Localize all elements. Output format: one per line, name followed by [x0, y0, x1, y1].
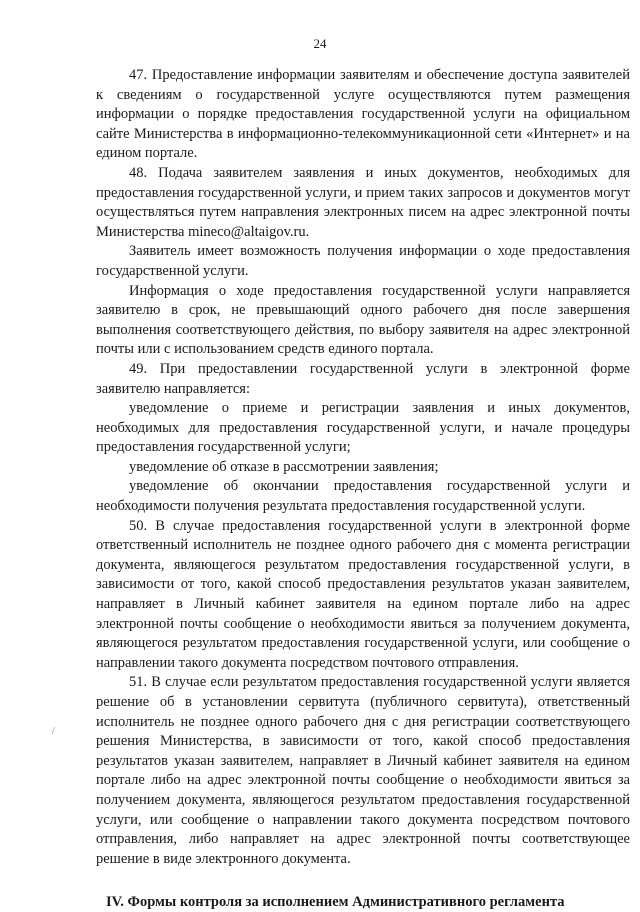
section-heading: IV. Формы контроля за исполнением Административного регламента — [106, 894, 565, 911]
paragraph-49-item-receipt: уведомление о приеме и регистрации заявления и иных документов, необходимых для предоставления государственной услуги, и начале процедуры предоставления государственной услуги; — [96, 400, 630, 456]
paragraph-49: 49. При предоставлении государственной услуги в электронной форме заявителю направляется: — [96, 360, 630, 397]
paragraph-48: 48. Подача заявителем заявления и иных документов, необходимых для предоставления государственной услуги, и прием таких запросов и документов могут осуществляться путем направления электронных писем на адрес электронной почты Министерства mineco@altaigov.ru. — [96, 164, 630, 240]
paragraph-47: 47. Предоставление информации заявителям и обеспечение доступа заявителей к сведениям о государственной услуге осуществляются путем размещения информации о порядке предоставления государственной услуги на официальном сайте Министерства в информационно-телекоммуникационной сети «Интернет» и на едином портале. — [96, 67, 630, 162]
paragraph-49-item-completion: уведомление об окончании предоставления государственной услуги и необходимости получения результата предоставления государственной услуги. — [96, 478, 630, 515]
paragraph-51: 51. В случае если результатом предоставления государственной услуги является решение об в установлении сервитута (публичного сервитута), ответственный исполнитель не позднее одного рабочего дня с дня регистрации соответствующего решения Министерства, в зависимости от того, какой способ предоставления результатов указан заявителем, направляет в Личный кабинет заявителя на едином портале либо на адрес электронной почты сообщение о необходимости явиться за получением документа, являющегося результатом предоставления государственной услуги, или сообщение о направлении такого документа посредством почтового отправления, либо направляет на адрес электронной почты соответствующее решение в виде электронного документа. — [96, 674, 630, 867]
paragraph-48-status-delivery: Информация о ходе предоставления государственной услуги направляется заявителю в срок, не превышающий одного рабочего дня после завершения выполнения соответствующего действия, по выбору заявителя на адрес электронной почты или с использованием средств единого портала. — [96, 282, 630, 358]
paragraph-50: 50. В случае предоставления государственной услуги в электронной форме ответственный исполнитель не позднее одного рабочего дня с момента регистрации документа, являющегося результатом предоставления государственной услуги, в зависимости от того, какой способ предоставления результатов указан заявителем, направляет в Личный кабинет заявителя на едином портале либо на адрес электронной почты сообщение о необходимости явиться за получением документа, являющегося результатом предоставления государственной услуги, или сообщение о направлении такого документа посредством почтового отправления. — [96, 517, 630, 671]
paragraph-48-status-info: Заявитель имеет возможность получения информации о ходе предоставления государственной услуги. — [96, 243, 630, 279]
page-number: 24 — [313, 36, 327, 51]
margin-mark: / — [52, 726, 55, 737]
document-body — [96, 66, 630, 912]
paragraph-49-item-refusal: уведомление об отказе в рассмотрении заявления; — [129, 458, 439, 475]
